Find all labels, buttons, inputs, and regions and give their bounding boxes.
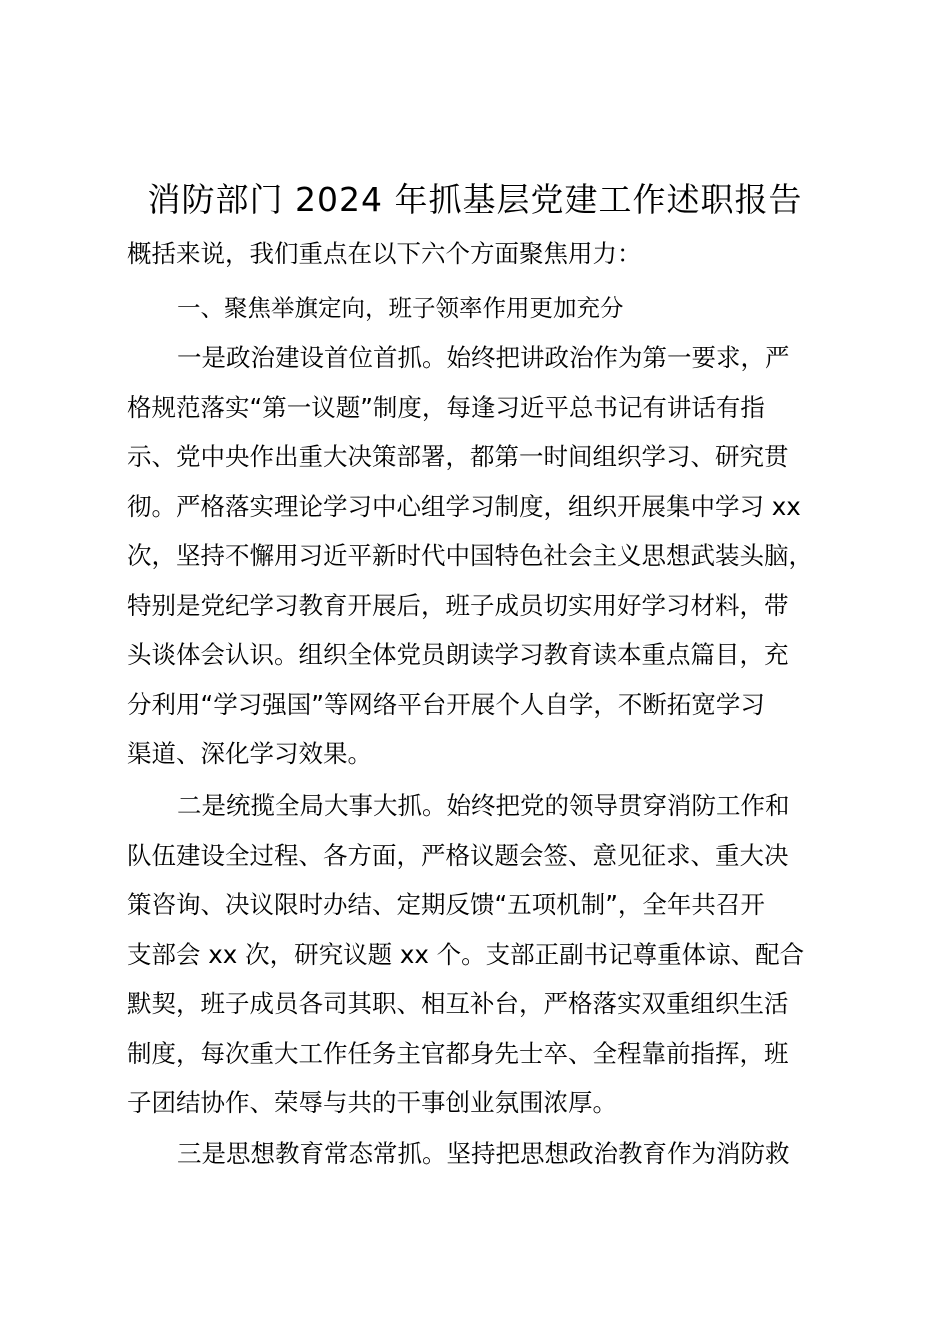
paragraph-line: 三是思想教育常态常抓。坚持把思想政治教育作为消防救 xyxy=(177,1139,790,1168)
section-heading: 一、聚焦举旗定向，班子领率作用更加充分 xyxy=(177,294,624,322)
paragraph-overall-leadership xyxy=(127,781,857,1128)
paragraph-line: 次，坚持不懈用习近平新时代中国特色社会主义思想武装头脑， xyxy=(127,541,813,570)
paragraph-line: 渠道、深化学习效果。 xyxy=(127,739,372,768)
intro-text: 概括来说，我们重点在以下六个方面聚焦用力： xyxy=(127,239,642,268)
paragraph-line: 特别是党纪学习教育开展后，班子成员切实用好学习材料，带 xyxy=(127,590,789,620)
document-title: 消防部门 2024 年抓基层党建工作述职报告 xyxy=(147,180,803,219)
paragraph-political-construction xyxy=(127,333,857,779)
paragraph-line: 制度，每次重大工作任务主官都身先士卒、全程靠前指挥，班 xyxy=(127,1038,789,1068)
paragraph-line: 格规范落实“第一议题”制度，每逢习近平总书记有讲话有指 xyxy=(127,392,765,422)
paragraph-line: 一是政治建设首位首抓。始终把讲政治作为第一要求，严 xyxy=(177,343,790,372)
paragraph-line: 支部会 xx 次，研究议题 xx 个。支部正副书记尊重体谅、配合 xyxy=(127,939,805,969)
paragraph-line: 子团结协作、荣辱与共的干事创业氛围浓厚。 xyxy=(127,1088,617,1117)
paragraph-line: 二是统揽全局大事大抓。始终把党的领导贯穿消防工作和 xyxy=(177,791,790,820)
paragraph-line: 彻。严格落实理论学习中心组学习制度，组织开展集中学习 xx xyxy=(127,491,801,521)
paragraph-line: 默契，班子成员各司其职、相互补台，严格落实双重组织生活 xyxy=(127,989,789,1018)
paragraph-line: 头谈体会认识。组织全体党员朗读学习教育读本重点篇目，充 xyxy=(127,640,789,669)
paragraph-ideological-education xyxy=(127,1129,857,1179)
paragraph-line: 队伍建设全过程、各方面，严格议题会签、意见征求、重大决 xyxy=(127,840,789,870)
paragraph-line: 示、党中央作出重大决策部署，都第一时间组织学习、研究贯 xyxy=(127,442,789,471)
paragraph-line: 策咨询、决议限时办结、定期反馈“五项机制”，全年共召开 xyxy=(127,890,765,919)
paragraph-line: 分利用“学习强国”等网络平台开展个人自学，不断拓宽学习 xyxy=(127,689,765,719)
